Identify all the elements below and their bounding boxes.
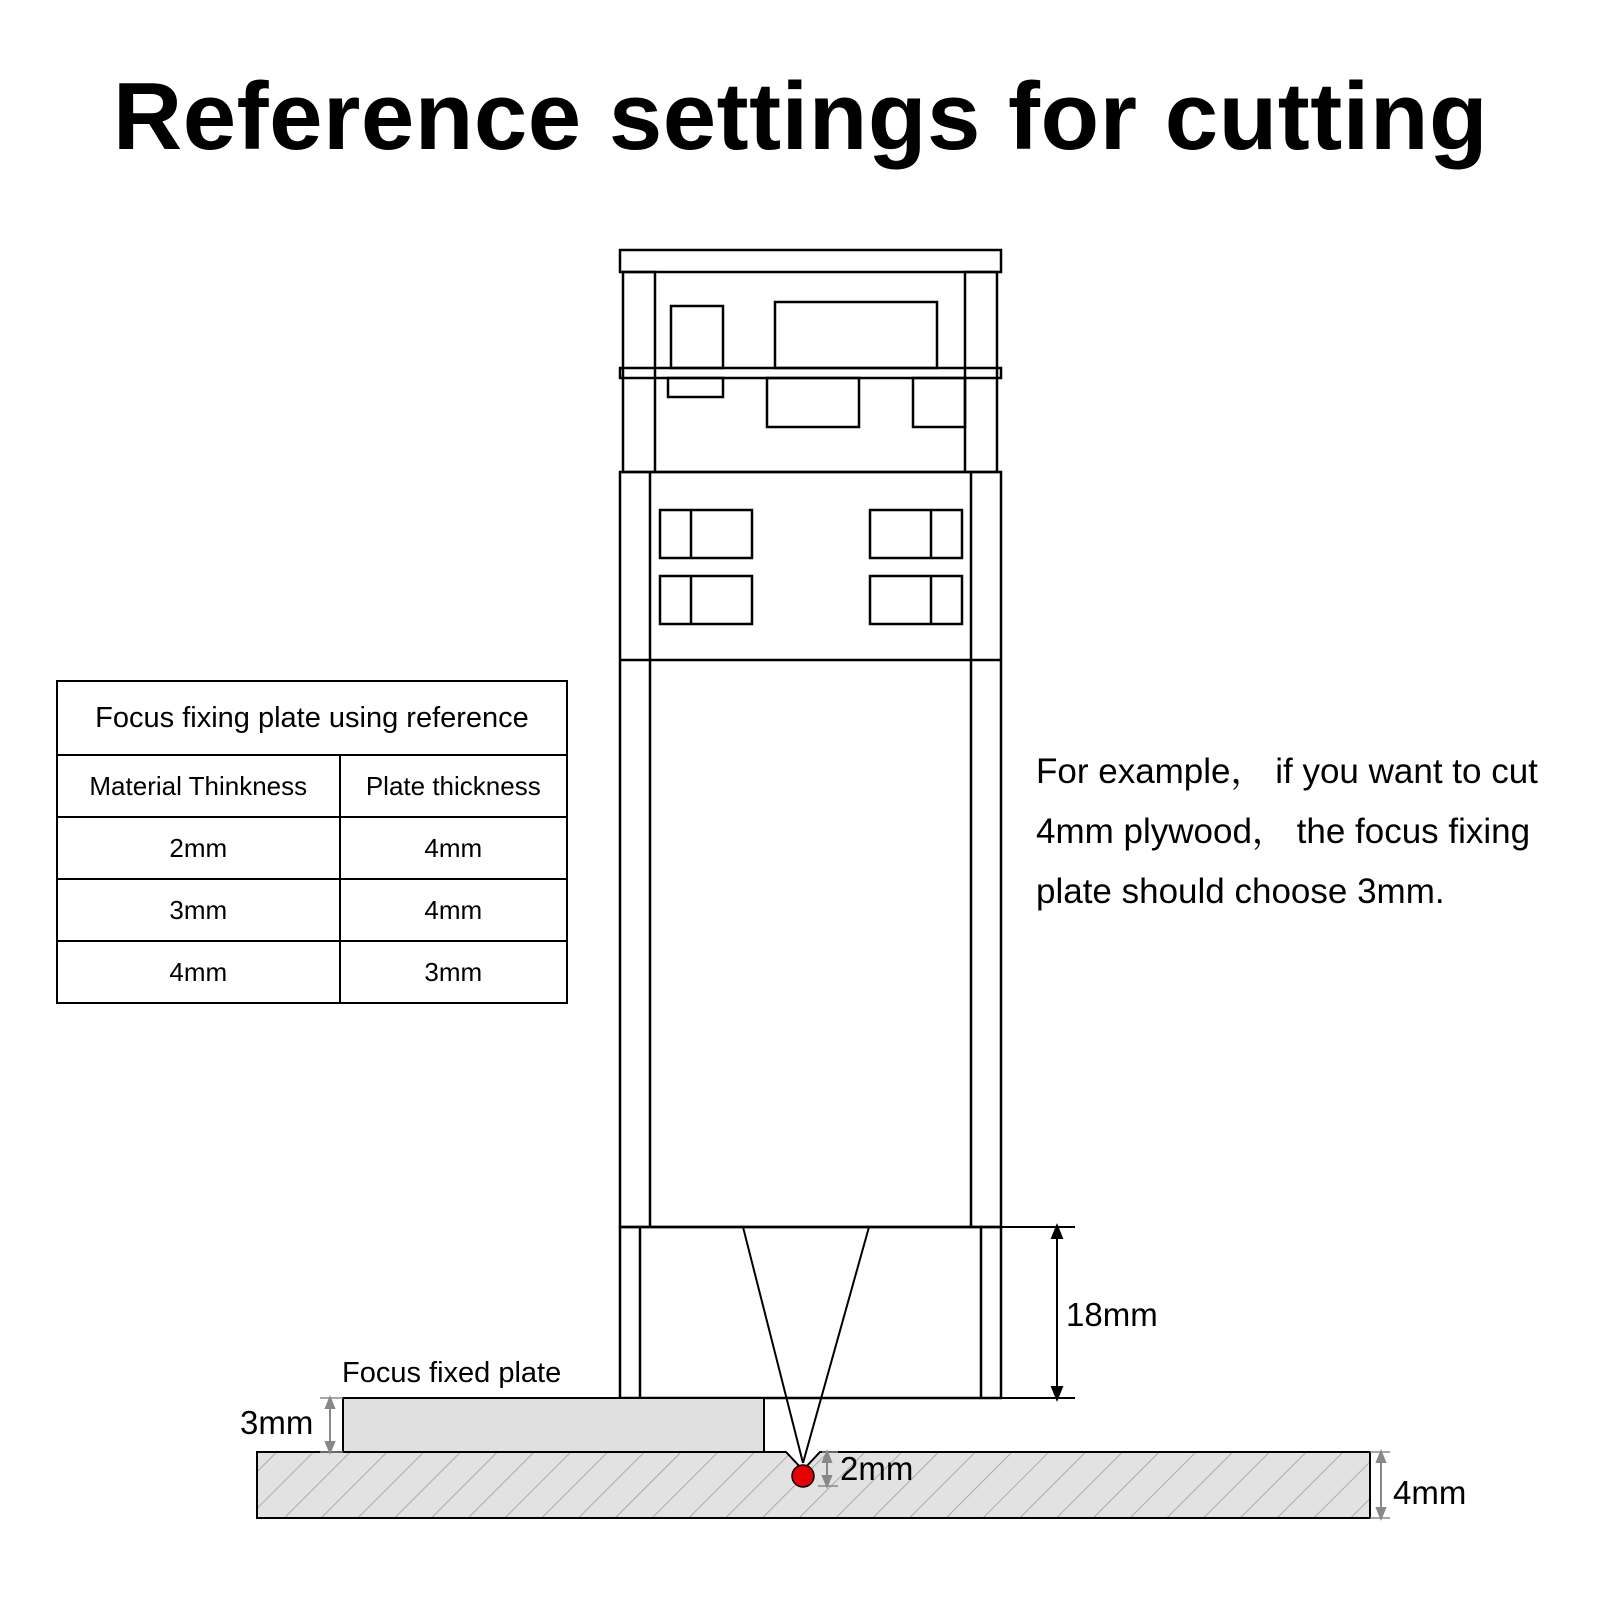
header-plate-thickness: Plate thickness	[340, 755, 567, 817]
main-body	[620, 472, 1001, 1227]
material-hatch	[257, 1452, 1370, 1518]
vent-slot	[870, 510, 962, 558]
nozzle-distance-label: 18mm	[1066, 1296, 1158, 1333]
vent-slot	[660, 576, 752, 624]
example-text: For example， if you want to cut 4mm plywood， the focus fixing plate should choose 3mm.	[1036, 752, 1538, 911]
top-cap	[620, 250, 1001, 272]
table-caption: Focus fixing plate using reference	[57, 681, 567, 755]
vent-slot	[660, 510, 752, 558]
dimension-3mm	[320, 1398, 343, 1452]
focus-fixed-plate	[343, 1398, 764, 1452]
header-material-thickness: Material Thinkness	[57, 755, 340, 817]
material-thickness-label: 4mm	[1393, 1474, 1467, 1511]
plate-cell: 3mm	[340, 941, 567, 1003]
component-block	[767, 378, 859, 427]
material-cell: 3mm	[57, 879, 340, 941]
focus-depth-label: 2mm	[840, 1450, 914, 1487]
plate-thickness-label: 3mm	[240, 1404, 314, 1441]
plate-cell: 4mm	[340, 817, 567, 879]
nozzle-shroud	[620, 1227, 1001, 1398]
frame-post-left	[623, 272, 655, 472]
middle-shelf	[620, 368, 1001, 378]
page-title: Reference settings for cutting	[112, 63, 1489, 170]
material-cell: 4mm	[57, 941, 340, 1003]
dimension-18mm	[1001, 1227, 1075, 1398]
focus-point	[792, 1465, 814, 1487]
laser-module	[620, 250, 1001, 1398]
component-block	[668, 378, 723, 397]
component-block	[775, 302, 937, 368]
plate-cell: 4mm	[340, 879, 567, 941]
vent-slot	[870, 576, 962, 624]
frame-post-right	[965, 272, 997, 472]
material-cell: 2mm	[57, 817, 340, 879]
component-block	[913, 378, 965, 427]
dimension-4mm	[1370, 1452, 1390, 1518]
component-block	[671, 306, 723, 368]
focus-fixed-plate-label: Focus fixed plate	[342, 1357, 562, 1389]
